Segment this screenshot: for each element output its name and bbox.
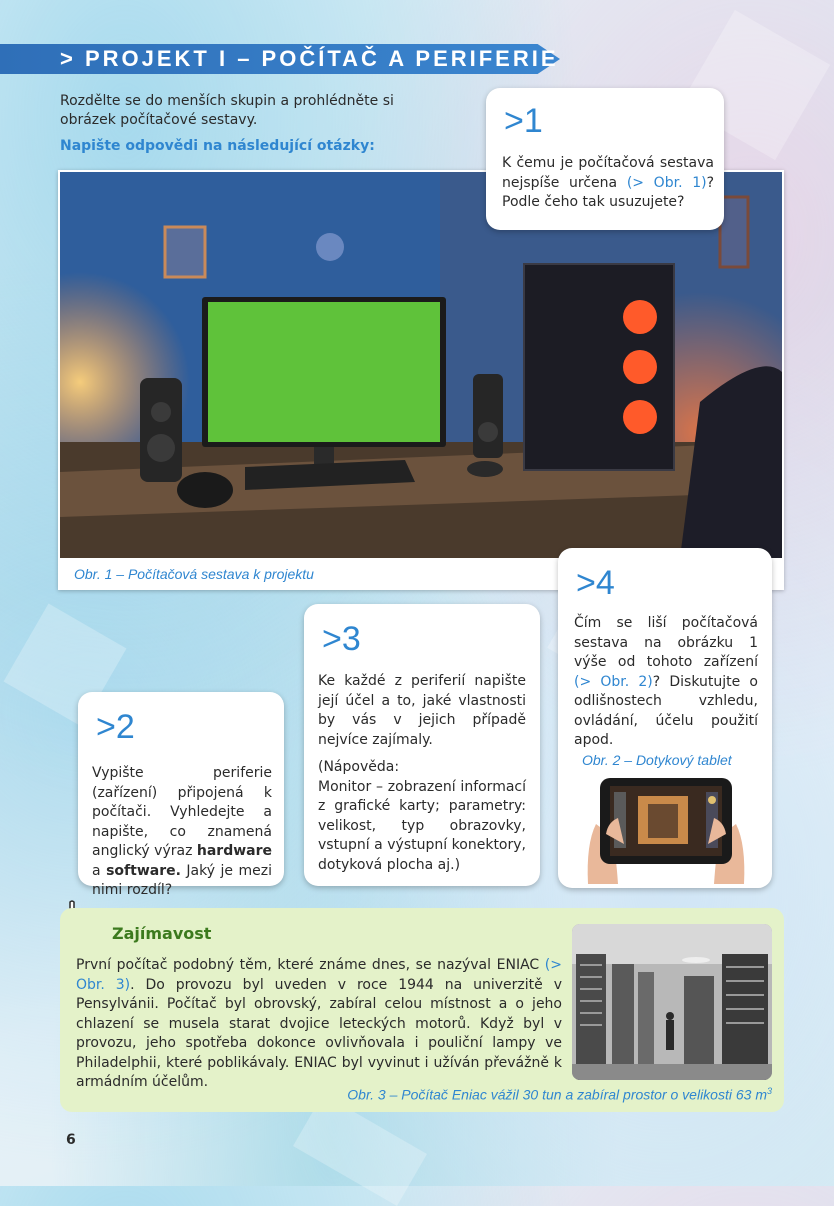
page-title: > PROJEKT I – POČÍTAČ A PERIFERIE [60,46,559,71]
fun-fact-box [60,908,784,1112]
tablet-photo [578,774,754,884]
eniac-photo [572,924,772,1080]
task-card-2 [78,692,284,898]
term-software: software. [106,862,181,879]
figure-2-caption: Obr. 2 – Dotykový tablet [582,752,732,768]
task-text: K čemu je počítačová sestava nejspíše určena (> Obr. 1)? Podle čeho tak usuzujete? [502,155,714,210]
task-number: >1 [504,102,543,140]
task-card-1 [486,88,724,230]
fun-fact-title: Zajímavost [112,924,212,943]
figure-3-caption: Obr. 3 – Počítač Eniac vážil 30 tun a zabíral prostor o velikosti 63 $m^3$ [347,1086,772,1103]
task-card-4 [558,548,772,888]
page-number: 6 [66,1132,76,1148]
intro-question: Napište odpovědi na následující otázky: [60,138,375,154]
task-text: Vypište periferie (zařízení) připojená k počítači. Vyhledejte a napište, co znamená anglický výraz hardware a software. Jaký je mezi nimi rozdíl? [92,765,272,898]
figure-reference: (> Obr. 1) [626,174,707,191]
figure-1 [58,170,784,590]
fun-fact-text: První počítač podobný těm, které známe dnes, se nazýval ENIAC (> Obr. 3). Do provozu byl uveden v roce 1944 na univerzitě v Pensylvánii. Počítač byl obrovský, zabíral celou místnost a o jeho chlazení se musela starat dvojice leteckých motorů. Když byl v provozu, jeho spotřeba dokonce ovlivňovala i pouliční lampy ve Philadelphii, které poblikávaly. ENIAC byl vyvinut i užíván převážně k armádním účelům. [76,957,562,1090]
figure-reference: (> Obr. 3) [76,957,562,993]
eniac-illustration [572,924,772,1080]
task-number: >3 [322,620,361,658]
task-number: >4 [576,564,615,602]
term-hardware: hardware [196,843,272,859]
figure-1-caption: Obr. 1 – Počítačová sestava k projektu [74,566,314,582]
tablet-illustration [578,774,754,884]
figure-reference: (> Obr. 2) [574,673,653,690]
task-text: Čím se liší počítačová sestava na obrázku 1 výše od tohoto zařízení (> Obr. 2)? Diskutujte o odlišnostech vzhledu, ovládání, účelu použití apod. [574,615,758,748]
intro-text: Rozdělte se do menších skupin a prohlédněte si obrázek počítačové sestavy. [60,93,394,128]
task-text: Ke každé z periferií napište její účel a to, jaké vlastnosti by vás v jejich případě nejvíce zajímaly. (Nápověda: Monitor – zobrazení informací z grafické karty; parametry: velikost, typ obrazovky, vstupní a výstupní konektory, dotyková plocha aj.) [318,673,526,873]
task-number: >2 [96,708,135,746]
task-card-3 [304,604,540,886]
